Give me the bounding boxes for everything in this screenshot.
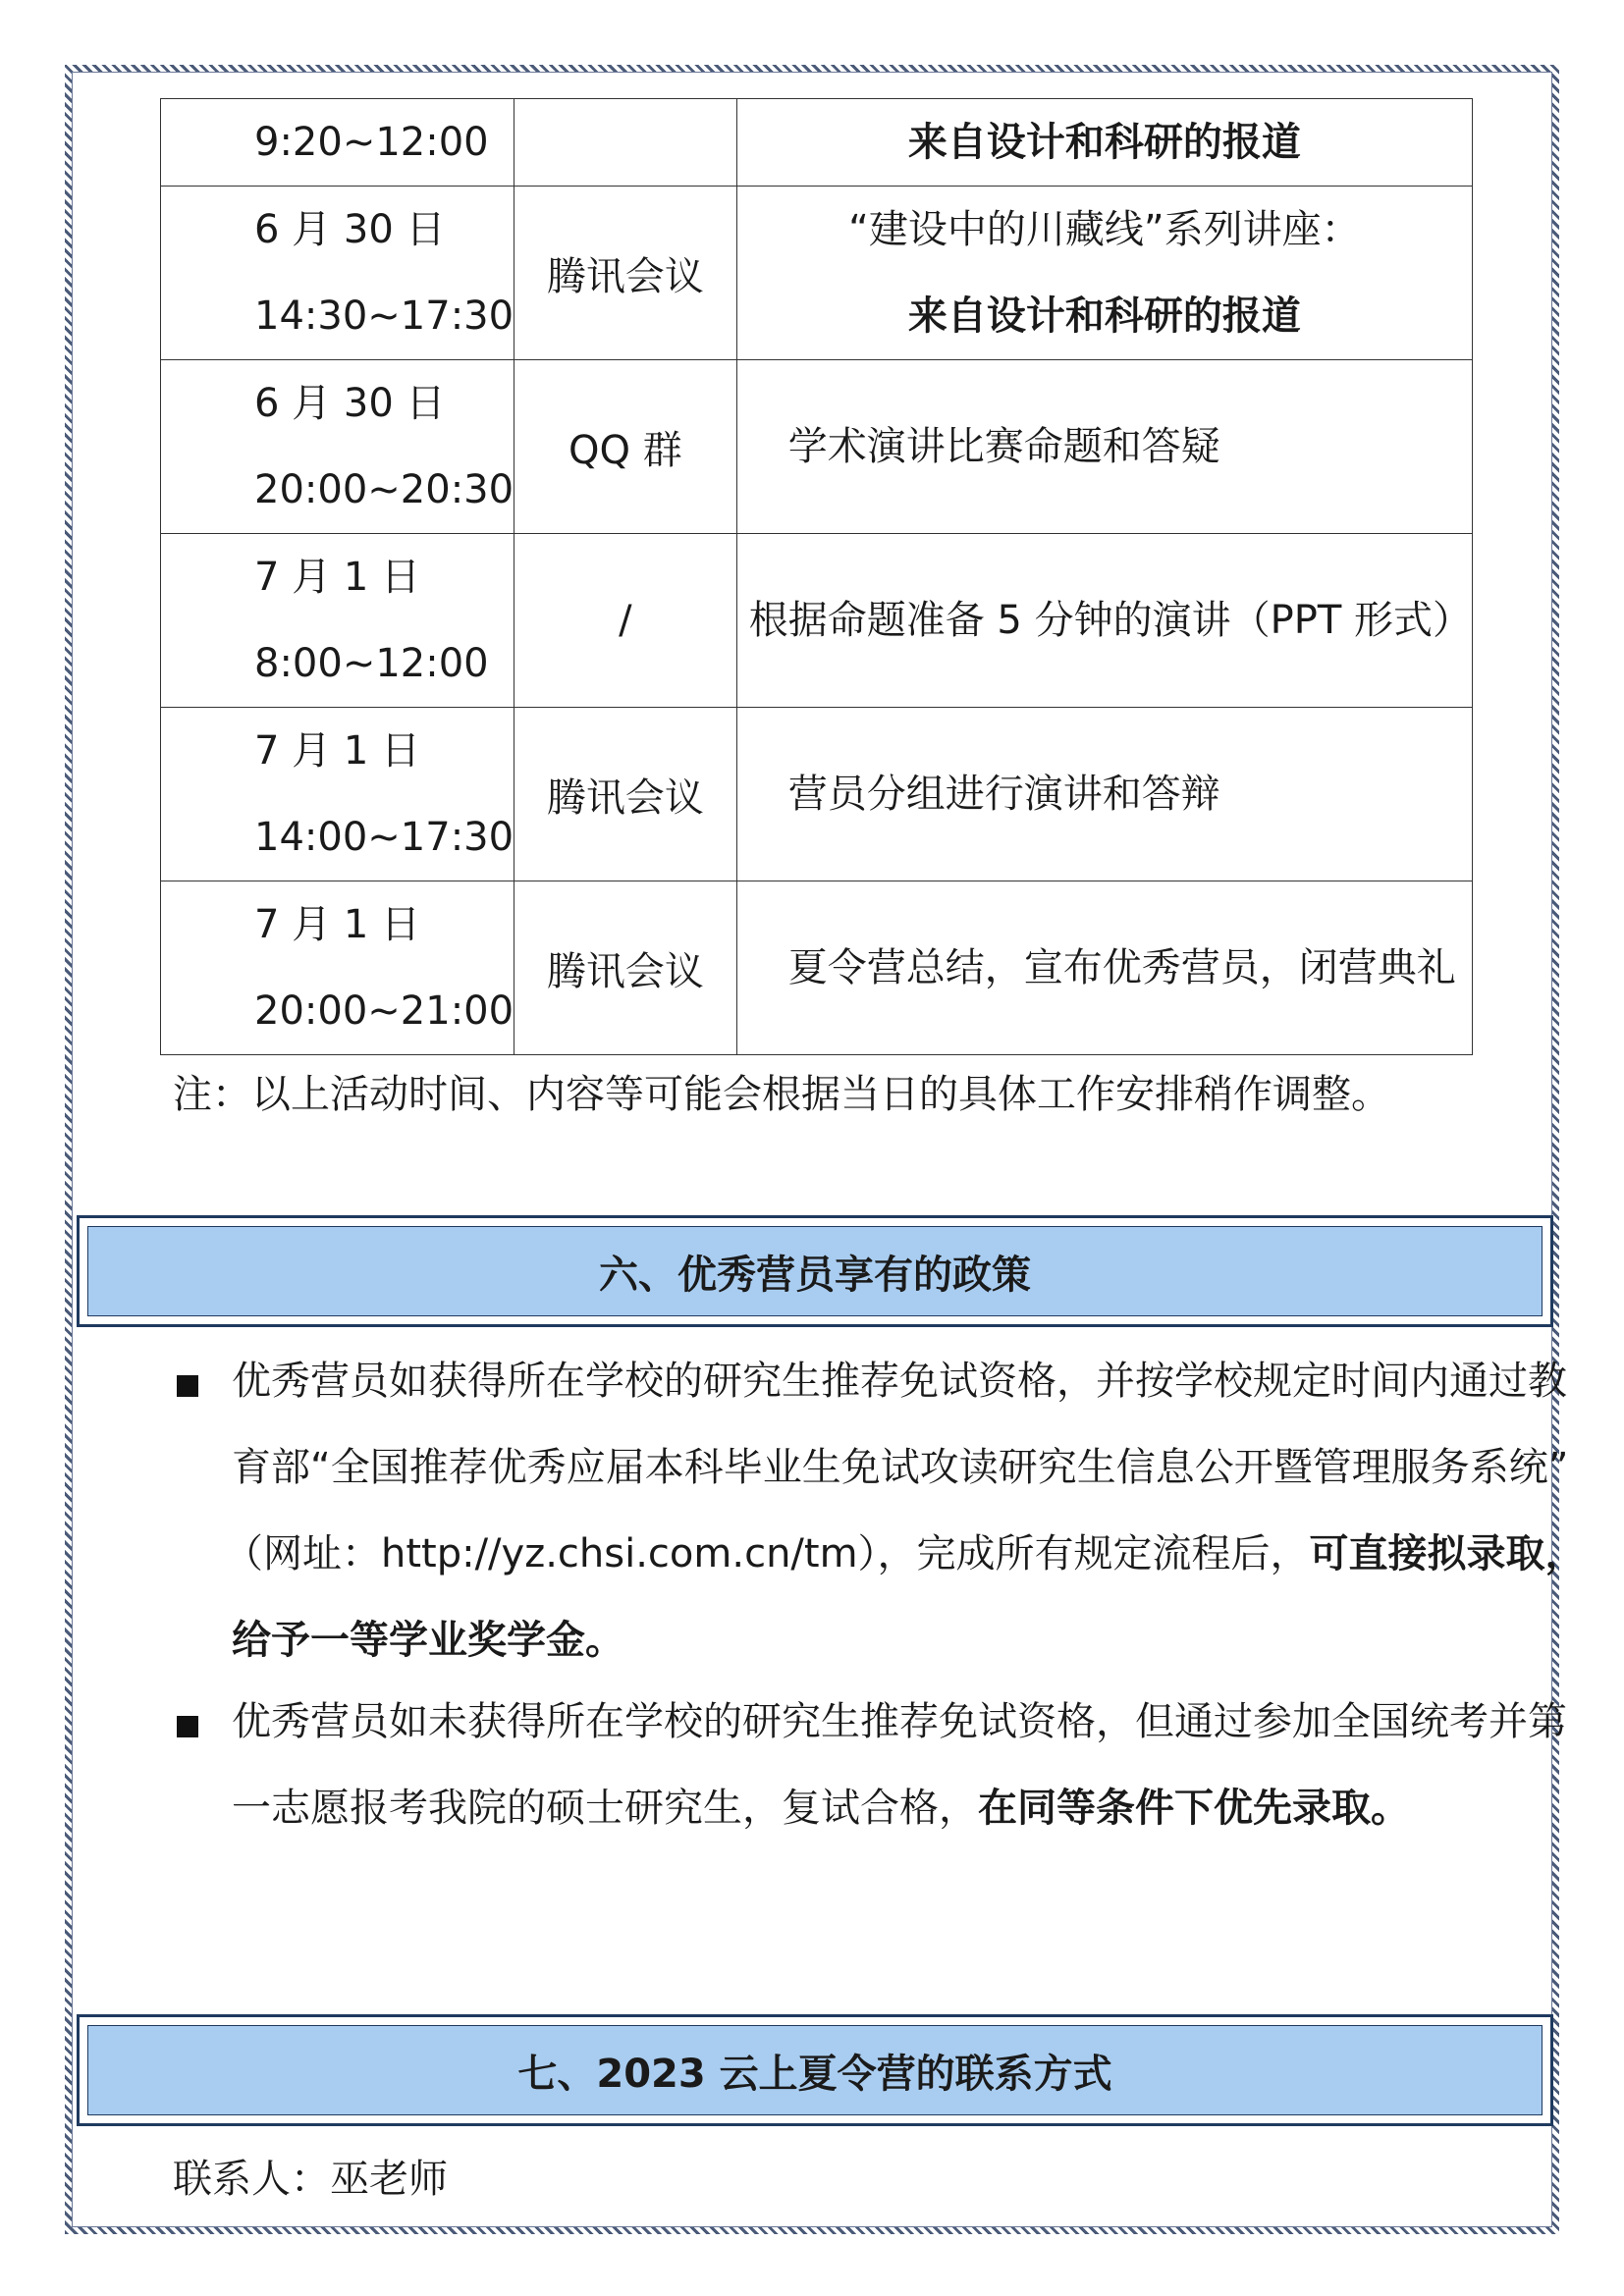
mode-cell [514, 360, 737, 534]
section-6-banner [77, 1215, 1553, 1327]
meeting-mode: QQ 群 [568, 427, 682, 473]
activity-content: 夏令营总结，宣布优秀营员，闭营典礼 [787, 945, 1456, 990]
schedule-note: 注：以上活动时间、内容等可能会根据当日的具体工作安排稍作调整。 [173, 1072, 1390, 1117]
time-range: 8:00~12:00 [254, 641, 489, 686]
paragraph-text: 一志愿报考我院的硕士研究生，复试合格， [232, 1786, 978, 1831]
date: 6 月 30 日 [254, 381, 446, 426]
time-cell [161, 534, 514, 708]
section-7-banner [77, 2014, 1553, 2126]
time-range: 9:20~12:00 [254, 120, 489, 165]
mode-cell [514, 708, 737, 881]
paragraph-line: 优秀营员如获得所在学校的研究生推荐免试资格，并按学校规定时间内通过教 [232, 1359, 1567, 1404]
time-range: 14:30~17:30 [254, 294, 514, 339]
table-row [161, 534, 1473, 708]
table-row [161, 708, 1473, 881]
policy-bullet-1 [177, 1350, 1585, 1664]
meeting-mode: 腾讯会议 [546, 948, 704, 994]
section-7-title: 七、2023 云上夏令营的联系方式 [87, 2025, 1543, 2115]
activity-content: 营员分组进行演讲和答辩 [787, 772, 1220, 817]
time-cell [161, 708, 514, 881]
square-bullet-icon [177, 1375, 198, 1397]
highlight-text: 给予一等学业奖学金。 [232, 1618, 624, 1663]
activity-content: 来自设计和科研的报道 [907, 120, 1301, 165]
table-row [161, 99, 1473, 187]
activity-content: 学术演讲比赛命题和答疑 [787, 424, 1220, 469]
content-cell [736, 360, 1472, 534]
mode-cell [514, 534, 737, 708]
time-range: 14:00~17:30 [254, 815, 514, 860]
table-row [161, 187, 1473, 360]
meeting-mode: 腾讯会议 [546, 253, 704, 299]
mode-cell [514, 881, 737, 1055]
mode-cell [514, 187, 737, 360]
paragraph-line [232, 1777, 1410, 1833]
date: 7 月 1 日 [254, 555, 421, 600]
highlight-text: 在同等条件下优先录取。 [978, 1786, 1410, 1831]
content-cell [736, 99, 1472, 187]
content-cell [736, 708, 1472, 881]
paragraph-line: 育部“全国推荐优秀应届本科毕业生免试攻读研究生信息公开暨管理服务系统” [232, 1445, 1569, 1490]
date: 7 月 1 日 [254, 728, 421, 774]
contact-person: 联系人：巫老师 [173, 2157, 448, 2202]
highlight-text: 可直接拟录取， [1309, 1531, 1585, 1576]
date: 6 月 30 日 [254, 207, 446, 252]
paragraph-line [224, 1522, 1585, 1578]
content-cell [736, 881, 1472, 1055]
content-cell [736, 187, 1472, 360]
time-cell [161, 881, 514, 1055]
meeting-mode: / [619, 598, 632, 643]
time-cell [161, 187, 514, 360]
square-bullet-icon [177, 1716, 198, 1737]
activity-content: 根据命题准备 5 分钟的演讲（PPT 形式） [748, 598, 1472, 643]
date: 7 月 1 日 [254, 902, 421, 947]
time-cell [161, 99, 514, 187]
schedule-table [160, 98, 1473, 1055]
meeting-mode: 腾讯会议 [546, 774, 704, 821]
table-row [161, 881, 1473, 1055]
mode-cell [514, 99, 737, 187]
lecture-series-title: “建设中的川藏线”系列讲座： [848, 207, 1361, 252]
section-6-title: 六、优秀营员享有的政策 [87, 1226, 1543, 1316]
policy-bullet-2 [177, 1690, 1567, 1847]
content-cell [736, 534, 1472, 708]
paragraph-line: 优秀营员如未获得所在学校的研究生推荐免试资格，但通过参加全国统考并第 [232, 1699, 1567, 1744]
time-cell [161, 360, 514, 534]
time-range: 20:00~21:00 [254, 988, 514, 1034]
time-range: 20:00~20:30 [254, 467, 514, 512]
table-row [161, 360, 1473, 534]
activity-content: 来自设计和科研的报道 [907, 294, 1301, 339]
url-text: （网址：http://yz.chsi.com.cn/tm），完成所有规定流程后， [224, 1531, 1310, 1576]
